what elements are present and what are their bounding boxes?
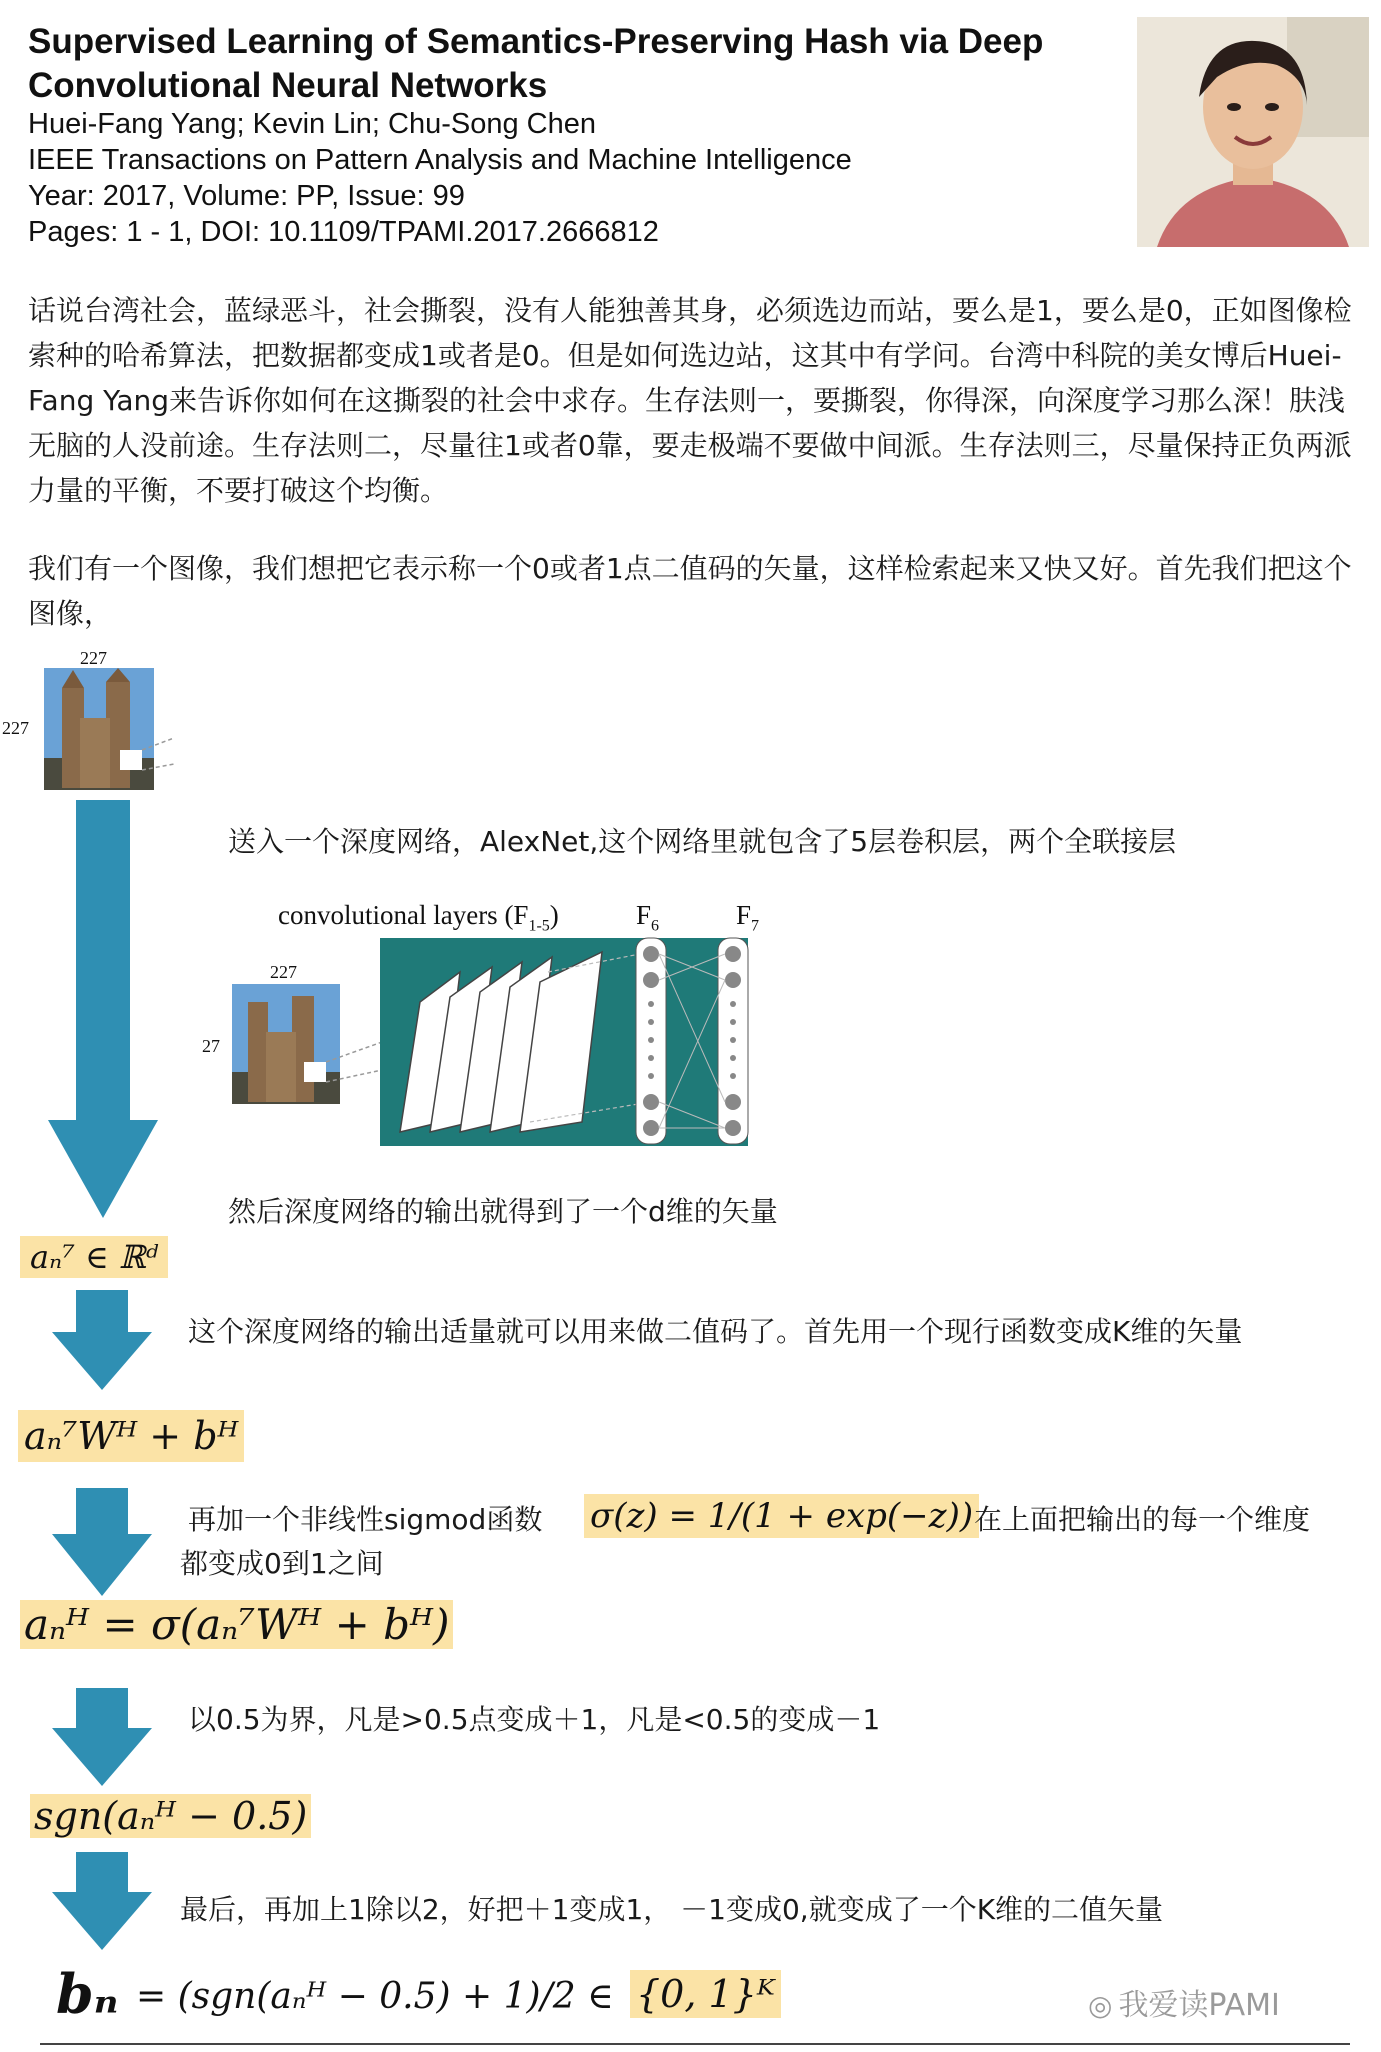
paper-venue: IEEE Transactions on Pattern Analysis and Machine Intelligence xyxy=(28,144,852,176)
image-width-label: 227 xyxy=(80,648,107,668)
diagram-image-height-label: 27 xyxy=(202,1036,220,1056)
step-caption-threshold: 以0.5为界，凡是>0.5点变成＋1，凡是<0.5的变成－1 xyxy=(188,1703,881,1736)
image-height-label: 227 xyxy=(2,718,29,738)
wechat-icon: ◎ xyxy=(1088,1989,1113,2022)
paper-authors: Huei-Fang Yang; Kevin Lin; Chu-Song Chen xyxy=(28,108,597,140)
down-arrow-icon xyxy=(52,1488,152,1598)
network-diagram xyxy=(230,932,760,1156)
step-caption-linear: 这个深度网络的输出适量就可以用来做二值码了。首先用一个现行函数变成K维的矢量 xyxy=(188,1315,1243,1348)
formula-final-lhs: bₙ xyxy=(56,1962,119,2026)
author-photo xyxy=(1137,17,1369,247)
formula-final-body: = (sgn(aₙᴴ − 0.5) + 1)/2 ∈ xyxy=(136,1976,614,2017)
step-caption-network: 送入一个深度网络，AlexNet,这个网络里就包含了5层卷积层，两个全联接层 xyxy=(228,825,1177,858)
f6-label: $F_6$ xyxy=(636,900,660,935)
f7-label: $F_7$ xyxy=(736,900,760,935)
step-caption-output-vector: 然后深度网络的输出就得到了一个d维的矢量 xyxy=(228,1195,778,1228)
formula-a7-in-rd: aₙ⁷ ∈ ℝᵈ xyxy=(20,1236,168,1278)
intro-paragraph: 话说台湾社会，蓝绿恶斗，社会撕裂，没有人能独善其身，必须选边而站，要么是1，要么是0，正如图像检索种的哈希算法，把数据都变成1或者是0。但是如何选边站，这其中有学问。台湾中科院的美女博后Huei-Fang Yang来告诉你如何在这撕裂的社会中求存。生存法则一，要撕裂，你得深，向深度学习那么深！肤浅无脑的人没前途。生存法则二，尽量往1或者0靠，要走极端不要做中间派。生存法则三，尽量保持正负两派力量的平衡，不要打破这个均衡。 xyxy=(28,294,1352,507)
step-caption-sigmoid-range: 都变成0到1之间 xyxy=(180,1547,384,1580)
paper-title: Supervised Learning of Semantics-Preserving Hash via Deep Convolutional Neural Networks xyxy=(28,22,1044,105)
method-intro-paragraph: 我们有一个图像，我们想把它表示称一个0或者1点二值码的矢量，这样检索起来又快又好。首先我们把这个图像， xyxy=(28,552,1352,630)
down-arrow-icon xyxy=(52,1688,152,1788)
formula-final-set: {0, 1}ᴷ xyxy=(630,1970,781,2018)
formula-linear: aₙ⁷Wᴴ + bᴴ xyxy=(18,1410,244,1462)
diagram-image-width-label: 227 xyxy=(270,962,297,982)
input-image xyxy=(44,668,174,790)
conv-layers-label: convolutional layers $(F_{1-5})$ xyxy=(278,900,559,935)
formula-sign: sgn(aₙᴴ − 0.5) xyxy=(30,1794,311,1838)
down-arrow-icon xyxy=(52,1852,152,1952)
down-arrow-icon xyxy=(48,800,158,1220)
paper-pages-doi: Pages: 1 - 1, DOI: 10.1109/TPAMI.2017.2666812 xyxy=(28,216,659,248)
down-arrow-icon xyxy=(52,1290,152,1392)
wechat-watermark: ◎ 我爱读PAMI xyxy=(1088,1988,1280,2023)
step-caption-binary: 最后，再加上1除以2，好把＋1变成1， －1变成0,就变成了一个K维的二值矢量 xyxy=(180,1893,1164,1926)
bottom-divider xyxy=(40,2043,1350,2045)
step-caption-sigmoid-cont: 在上面把输出的每一个维度 xyxy=(974,1503,1311,1536)
formula-activation: aₙᴴ = σ(aₙ⁷Wᴴ + bᴴ) xyxy=(20,1600,453,1649)
formula-sigmoid: σ(z) = 1/(1 + exp(−z)) xyxy=(584,1494,979,1538)
step-caption-sigmoid: 再加一个非线性sigmod函数 xyxy=(188,1503,543,1536)
paper-year-volume-issue: Year: 2017, Volume: PP, Issue: 99 xyxy=(28,180,465,212)
